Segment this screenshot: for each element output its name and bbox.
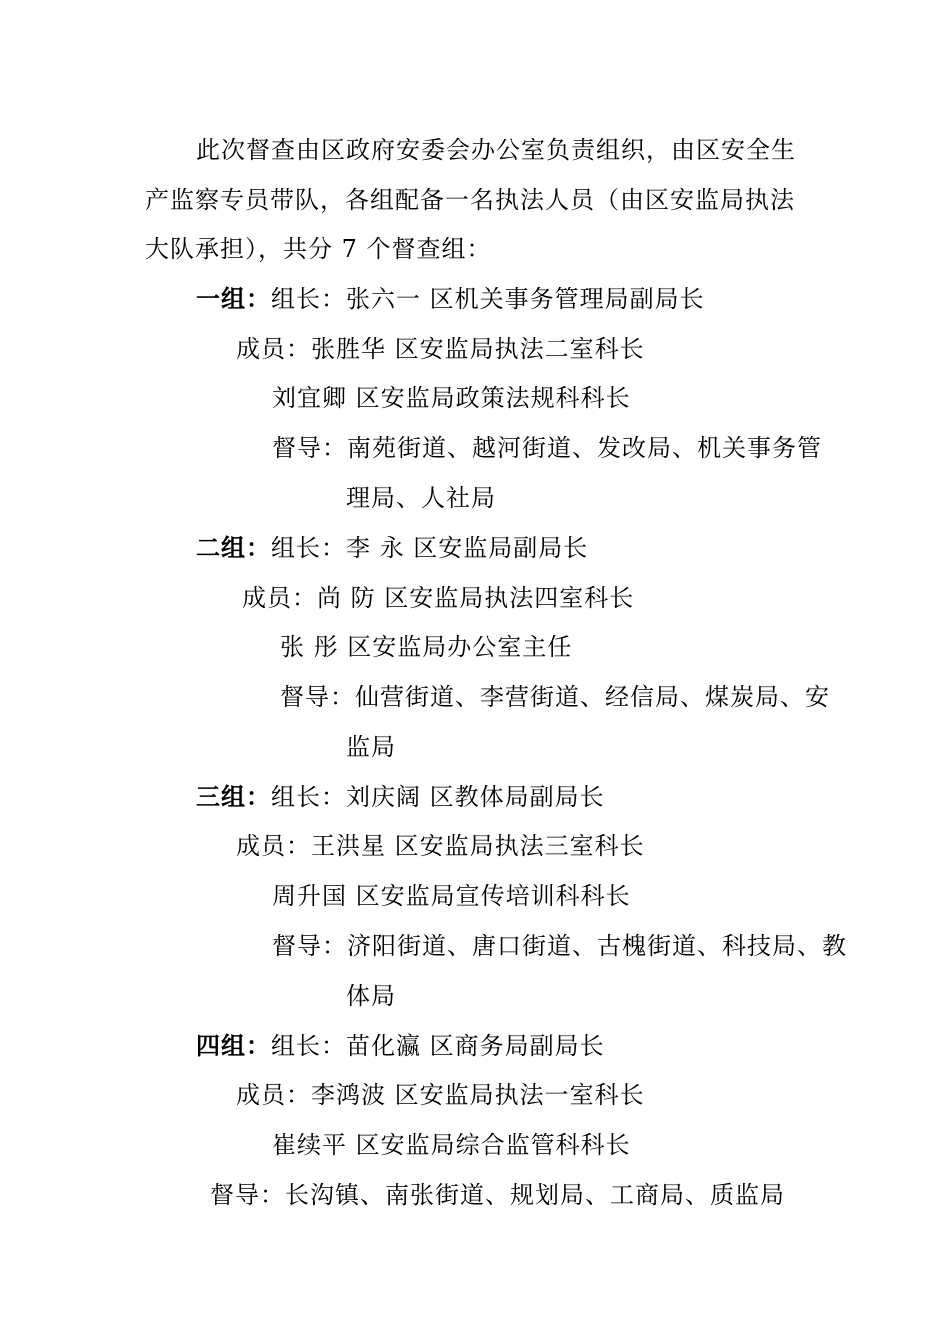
group-2-member-1: 成员：尚 防 区安监局执法四室科长: [242, 584, 635, 612]
group-3-leader: 组长：刘庆阔 区教体局副局长: [271, 783, 605, 811]
group-1-supervise-2: 理局、人社局: [346, 484, 496, 512]
intro-line-2: 产监察专员带队，各组配备一名执法人员（由区安监局执法: [145, 186, 795, 214]
group-4-leader: 组长：苗化瀛 区商务局副局长: [271, 1032, 605, 1060]
intro-line-1: 此次督查由区政府安委会办公室负责组织，由区安全生: [196, 136, 796, 164]
group-2-heading: 二组：: [196, 534, 271, 562]
group-1-member-2: 刘宜卿 区安监局政策法规科科长: [272, 384, 631, 412]
group-3-supervise-2: 体局: [346, 982, 396, 1010]
group-4-member-2: 崔续平 区安监局综合监管科科长: [272, 1131, 631, 1159]
group-3-supervise-1: 督导：济阳街道、唐口街道、古槐街道、科技局、教: [272, 932, 847, 960]
group-4-leader-line: [196, 1030, 605, 1062]
group-3-member-1: 成员：王洪星 区安监局执法三室科长: [236, 832, 645, 860]
group-4-heading: 四组：: [196, 1032, 271, 1060]
group-3-leader-line: [196, 781, 605, 813]
group-2-leader-line: [196, 532, 588, 564]
group-2-supervise-2: 监局: [346, 733, 396, 761]
group-1-leader: 组长：张六一 区机关事务管理局副局长: [271, 285, 705, 313]
intro-line-3: 大队承担），共分 7 个督查组：: [145, 235, 492, 263]
group-3-heading: 三组：: [196, 783, 271, 811]
group-4-supervise-1: 督导：长沟镇、南张街道、规划局、工商局、质监局: [210, 1181, 785, 1209]
group-2-supervise-1: 督导：仙营街道、李营街道、经信局、煤炭局、安: [280, 683, 830, 711]
group-1-leader-line: [196, 283, 705, 315]
group-1-supervise-1: 督导：南苑街道、越河街道、发改局、机关事务管: [272, 434, 822, 462]
group-1-heading: 一组：: [196, 285, 271, 313]
group-3-member-2: 周升国 区安监局宣传培训科科长: [272, 882, 631, 910]
group-4-member-1: 成员：李鸿波 区安监局执法一室科长: [236, 1081, 645, 1109]
group-2-leader: 组长：李 永 区安监局副局长: [271, 534, 589, 562]
group-1-member-1: 成员：张胜华 区安监局执法二室科长: [236, 335, 645, 363]
group-2-member-2: 张 彤 区安监局办公室主任: [280, 633, 573, 661]
